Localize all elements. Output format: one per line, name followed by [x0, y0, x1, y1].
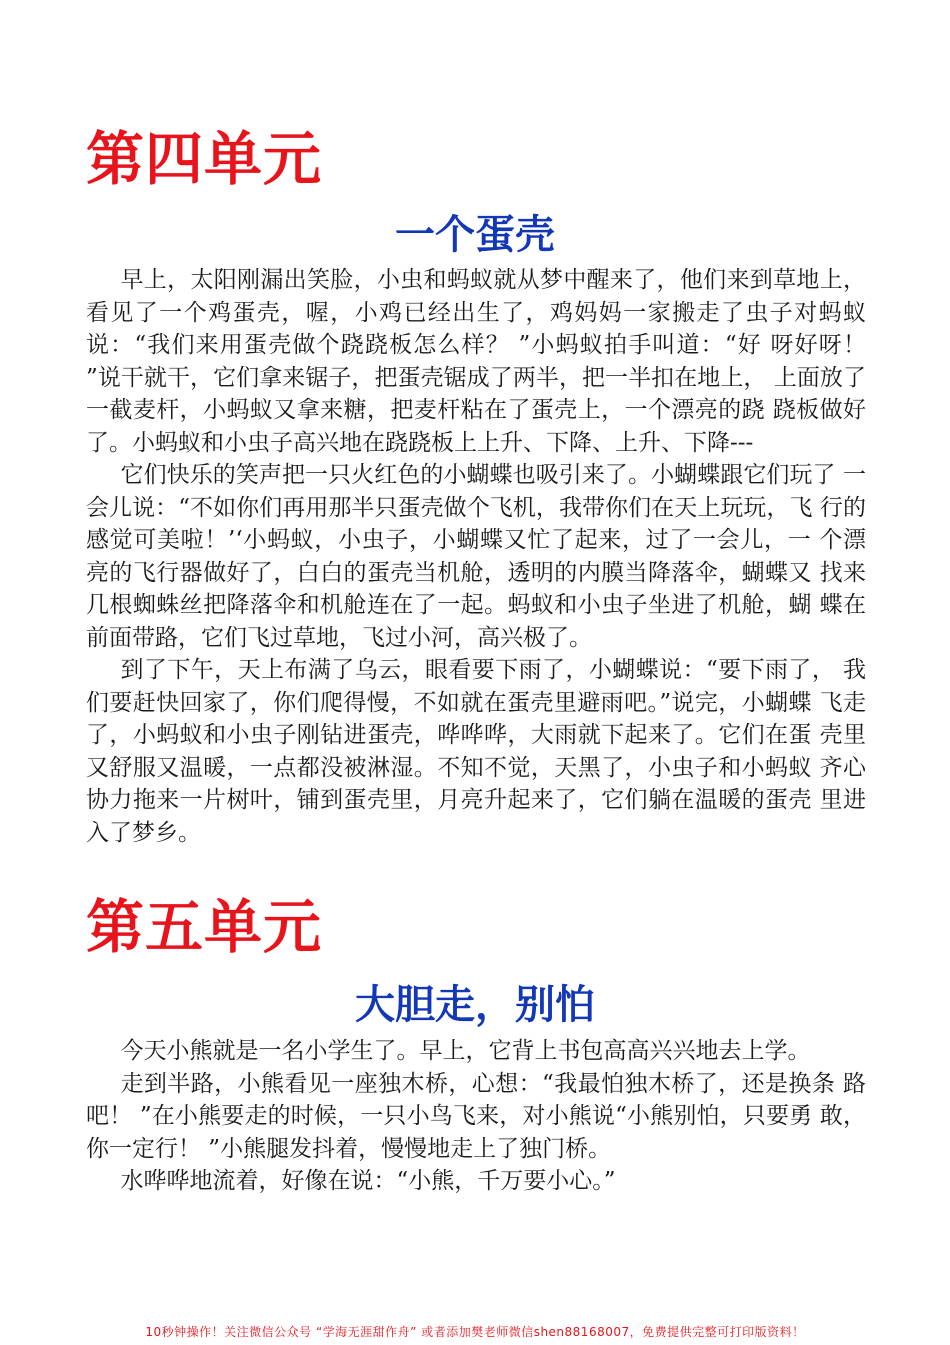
story-paragraph: 今天小熊就是一名小学生了。早上，它背上书包高高兴兴地去上学。 [120, 1038, 811, 1064]
story-title-egg-shell: 一个蛋壳 [395, 212, 555, 258]
story-title-brave-walk: 大胆走，别怕 [355, 982, 595, 1028]
story-paragraph: 它们快乐的笑声把一只火红色的小蝴蝶也吸引来了。小蝴蝶跟它们玩了 一会儿说：“不如你们再用那半只蛋壳做个飞机，我带你们在天上玩玩，飞 行的感觉可美啦！’‘小蚂蚁，小虫子，小蝴蝶又忙了起来，过了一会儿，一 个漂亮的飞行器做好了，白白的蛋壳当机舱，透明的内膜当降落伞，蝴蝶又 找来几根蜘蛛丝把降落伞和机舱连在了一起。蚂蚁和小虫子坐进了机舱，蝴 蝶在前面带路，它们飞过草地，飞过小河，高兴极了。 [86, 462, 866, 651]
footer-promo-note: 10秒钟操作！关注微信公众号 “学海无涯甜作舟” 或者添加樊老师微信shen88168007，免费提供完整可打印版资料！ [145, 1325, 805, 1339]
story-paragraph: 到了下午，天上布满了乌云，眼看要下雨了，小蝴蝶说：“要下雨了， 我们要赶快回家了，你们爬得慢，不如就在蛋壳里避雨吧。”说完，小蝴蝶 飞走了，小蚂蚁和小虫子刚钻进蛋壳，哗哗哗，大雨就下起来了。它们在蛋 壳里又舒服又温暖，一点都没被淋湿。不知不觉，天黑了，小虫子和小蚂蚁 齐心协力拖来一片树叶，铺到蛋壳里，月亮升起来了，它们躺在温暖的蛋壳 里进入了梦乡。 [86, 657, 866, 846]
story-paragraph: 早上，太阳刚漏出笑脸，小虫和蚂蚁就从梦中醒来了，他们来到草地上，看见了一个鸡蛋壳，喔，小鸡已经出生了，鸡妈妈一家搬走了虫子对蚂蚁说：“我们来用蛋壳做个跷跷板怎么样？ ”小蚂蚁拍手叫道：“好 呀好呀！ ”说干就干，它们拿来锯子，把蛋壳锯成了两半，把一半扣在地上， 上面放了一截麦杆，小蚂蚁又拿来糖，把麦杆粘在了蛋壳上，一个漂亮的跷 跷板做好了。小蚂蚁和小虫子高兴地在跷跷板上上升、下降、上升、下降--- [86, 267, 866, 456]
story-body-brave-walk [86, 1035, 866, 1198]
unit-4-heading: 第四单元 [86, 125, 323, 193]
story-paragraph: 走到半路，小熊看见一座独木桥，心想：“我最怕独木桥了，还是换条 路吧！ ”在小熊要走的时候，一只小鸟飞来，对小熊说“小熊别怕，只要勇 敢，你一定行！ ”小熊腿发抖着，慢慢地走上了独门桥。 [86, 1070, 866, 1162]
unit-5-heading: 第五单元 [86, 893, 323, 961]
story-body-egg-shell [86, 264, 866, 849]
story-paragraph: 水哗哗地流着，好像在说：“小熊，千万要小心。” [120, 1168, 616, 1194]
